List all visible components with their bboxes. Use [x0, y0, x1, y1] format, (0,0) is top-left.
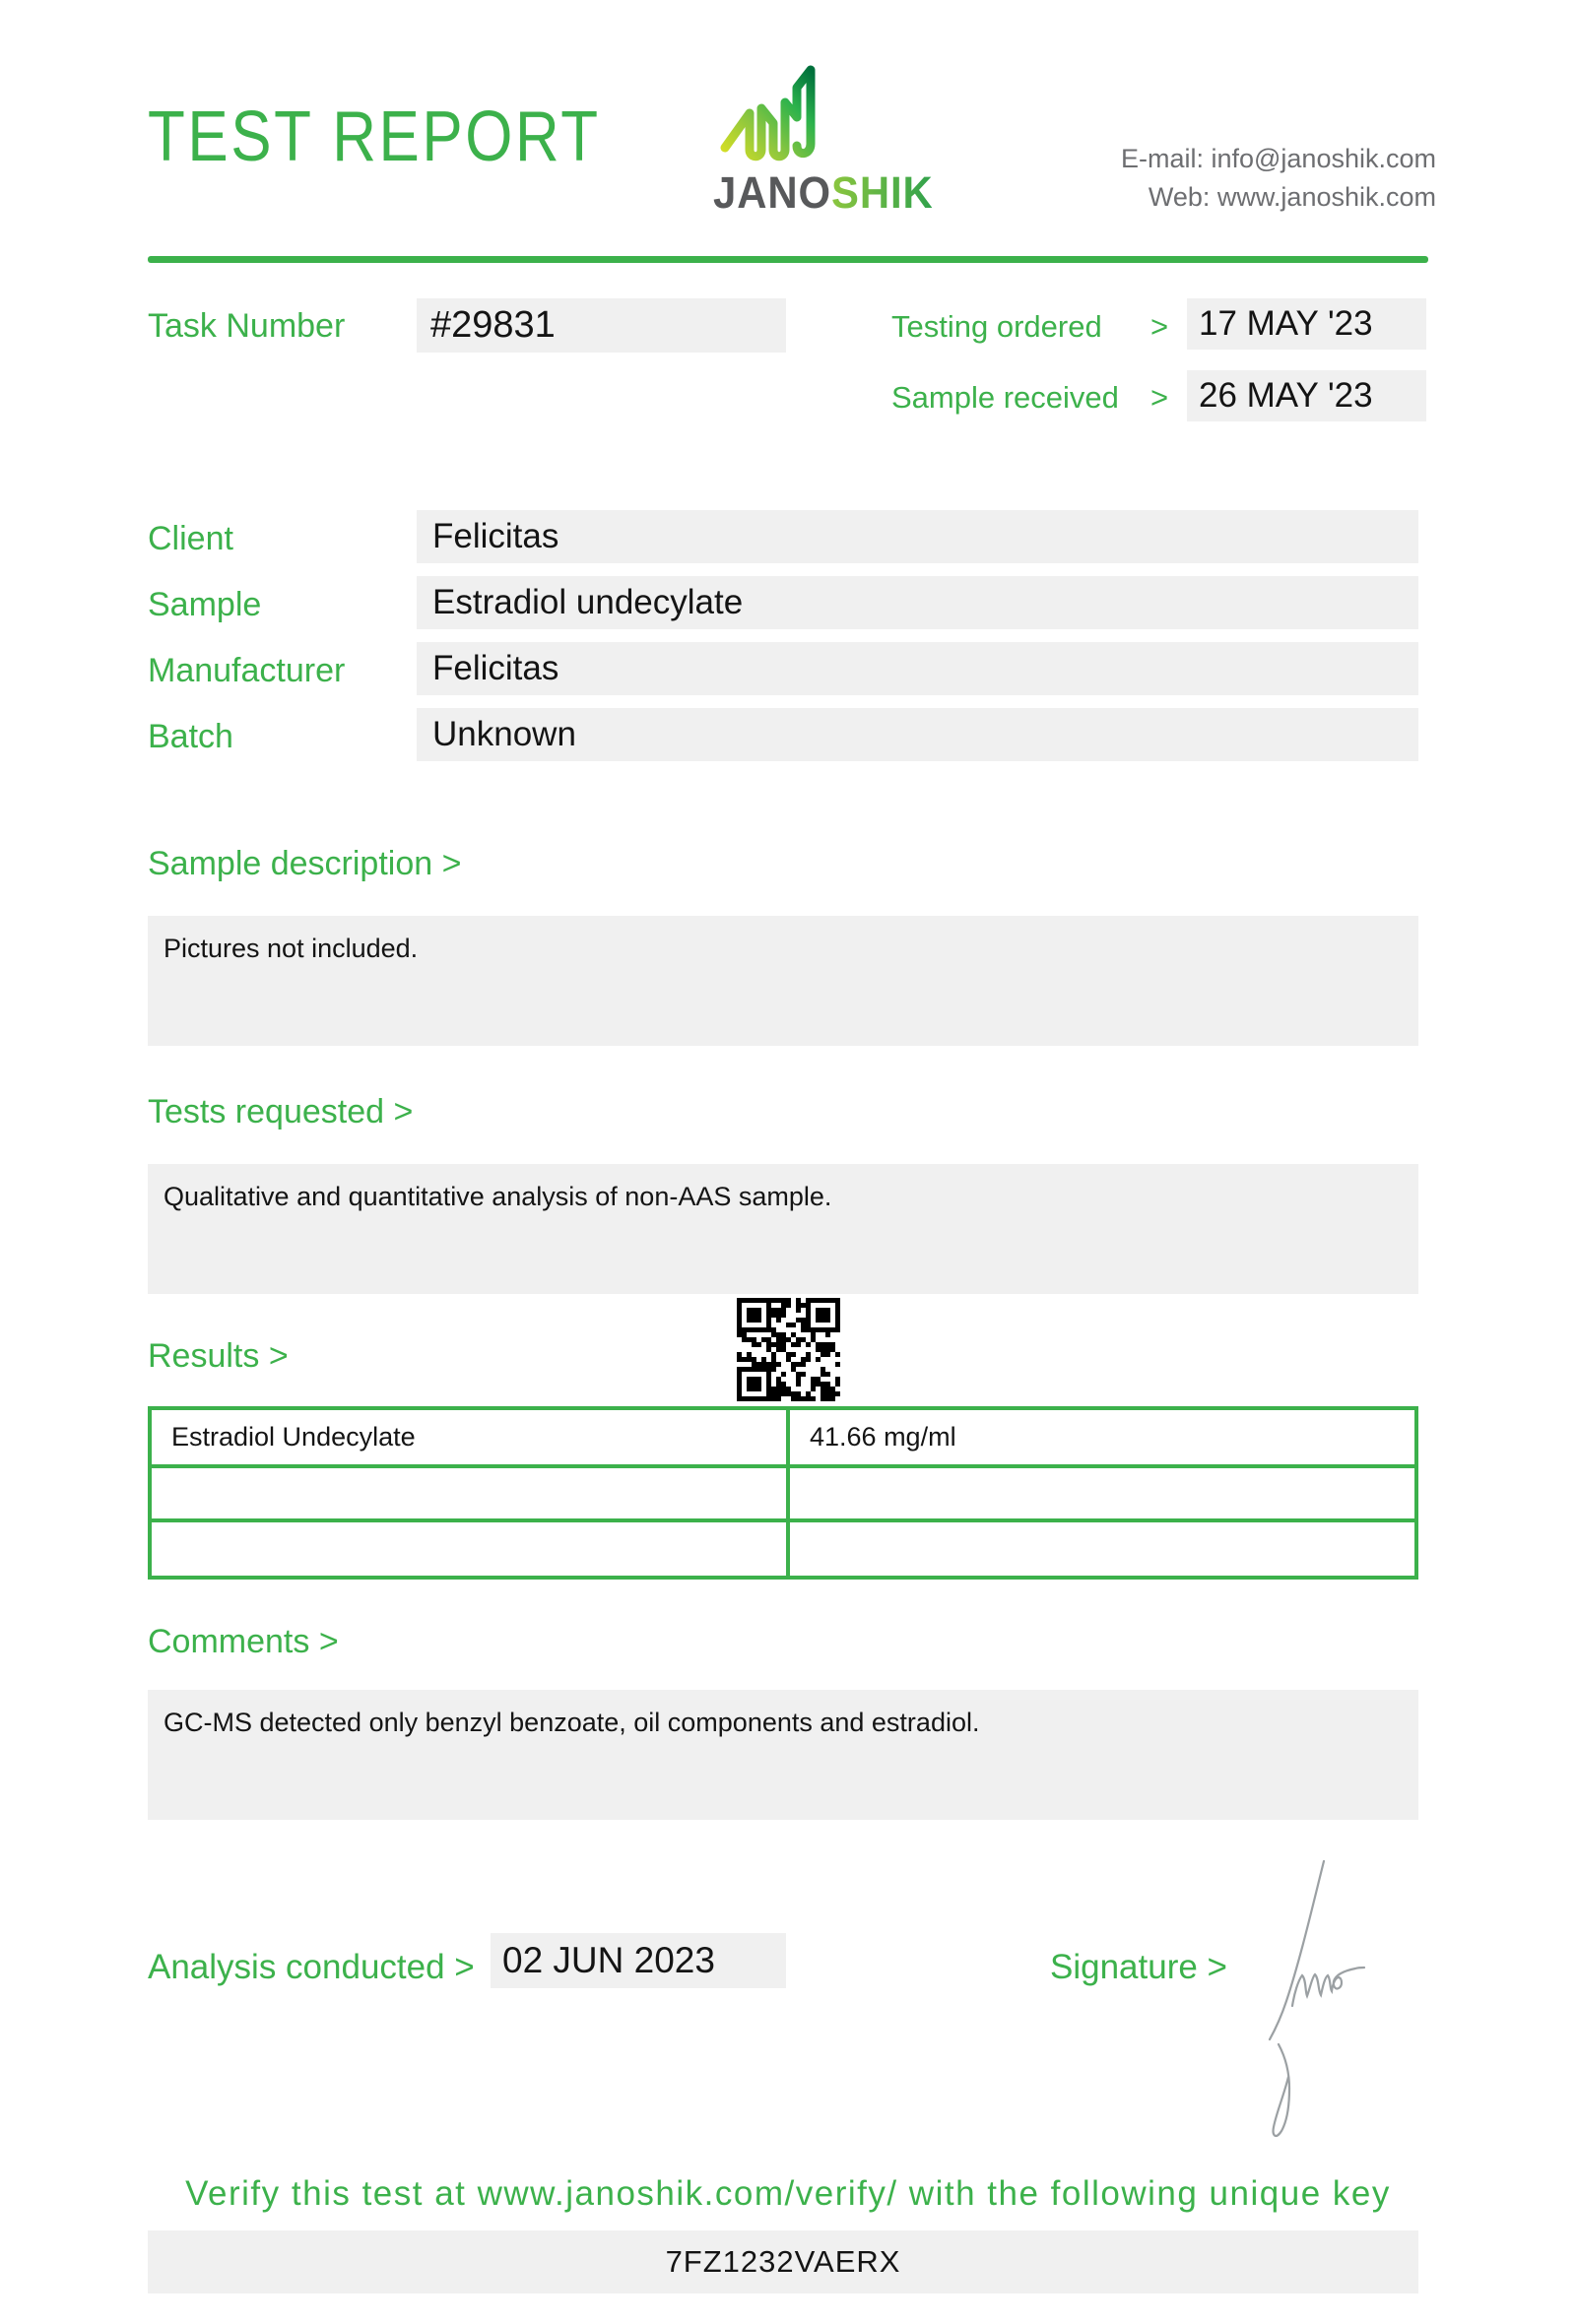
- signature-label: Signature >: [1050, 1948, 1227, 1986]
- brand-wordmark: [713, 167, 934, 219]
- analysis-conducted-label: Analysis conducted >: [148, 1948, 475, 1986]
- results-analyte-cell: [150, 1520, 788, 1578]
- analysis-date-box: [491, 1933, 786, 1988]
- client-value: Felicitas: [432, 517, 559, 555]
- task-number-value: #29831: [430, 304, 556, 346]
- tests-requested-heading: Tests requested >: [148, 1093, 414, 1130]
- contact-web: Web: www.janoshik.com: [1148, 182, 1436, 212]
- batch-box: [417, 708, 1418, 761]
- task-number-box: [417, 298, 786, 353]
- results-value-cell: [788, 1466, 1416, 1520]
- testing-ordered-box: [1187, 298, 1426, 350]
- testing-ordered-arrow: >: [1150, 309, 1169, 344]
- batch-label: Batch: [148, 718, 233, 755]
- analysis-date-value: 02 JUN 2023: [502, 1940, 715, 1980]
- contact-block: [1121, 140, 1436, 217]
- sample-value: Estradiol undecylate: [432, 583, 744, 621]
- tests-requested-box: [148, 1164, 1418, 1294]
- testing-ordered-value: 17 MAY '23: [1199, 304, 1373, 343]
- sample-received-arrow: >: [1150, 380, 1169, 415]
- results-value-cell: 41.66 mg/ml: [788, 1408, 1416, 1466]
- signature-image: [1249, 1830, 1476, 2155]
- brand-jano: JANO: [713, 167, 831, 218]
- task-number-label: Task Number: [148, 307, 346, 345]
- brand-shik: SHIK: [830, 167, 934, 218]
- sample-box: [417, 576, 1418, 629]
- chart-arrow-icon: [717, 61, 841, 165]
- results-row: [150, 1520, 1416, 1578]
- manufacturer-label: Manufacturer: [148, 652, 346, 689]
- logo: [713, 61, 950, 228]
- results-analyte-cell: [150, 1466, 788, 1520]
- results-row: [150, 1466, 1416, 1520]
- testing-ordered-label: Testing ordered: [891, 309, 1102, 344]
- comments-text: GC-MS detected only benzyl benzoate, oil components and estradiol.: [164, 1708, 980, 1737]
- results-table: [148, 1406, 1418, 1580]
- sample-description-text: Pictures not included.: [164, 934, 419, 963]
- verify-key-box: [148, 2230, 1418, 2293]
- manufacturer-box: [417, 642, 1418, 695]
- verify-key-value: 7FZ1232VAERX: [665, 2244, 901, 2279]
- tests-requested-text: Qualitative and quantitative analysis of non-AAS sample.: [164, 1182, 832, 1211]
- header-divider: [148, 256, 1428, 263]
- comments-box: [148, 1690, 1418, 1820]
- sample-description-box: [148, 916, 1418, 1046]
- sample-description-heading: Sample description >: [148, 845, 462, 882]
- results-row: [150, 1408, 1416, 1466]
- comments-heading: Comments >: [148, 1623, 339, 1660]
- results-analyte-cell: Estradiol Undecylate: [150, 1408, 788, 1466]
- qr-code: [737, 1298, 840, 1401]
- page-title: TEST REPORT: [148, 97, 601, 176]
- results-value-cell: [788, 1520, 1416, 1578]
- sample-received-label: Sample received: [891, 380, 1119, 415]
- verify-instruction: Verify this test at www.janoshik.com/verify/ with the following unique key: [185, 2174, 1391, 2213]
- batch-value: Unknown: [432, 715, 576, 753]
- sample-received-box: [1187, 370, 1426, 421]
- sample-label: Sample: [148, 586, 262, 623]
- sample-received-value: 26 MAY '23: [1199, 376, 1373, 415]
- client-label: Client: [148, 520, 233, 557]
- contact-email: E-mail: info@janoshik.com: [1120, 144, 1436, 173]
- client-box: [417, 510, 1418, 563]
- manufacturer-value: Felicitas: [432, 649, 559, 687]
- results-heading: Results >: [148, 1337, 289, 1375]
